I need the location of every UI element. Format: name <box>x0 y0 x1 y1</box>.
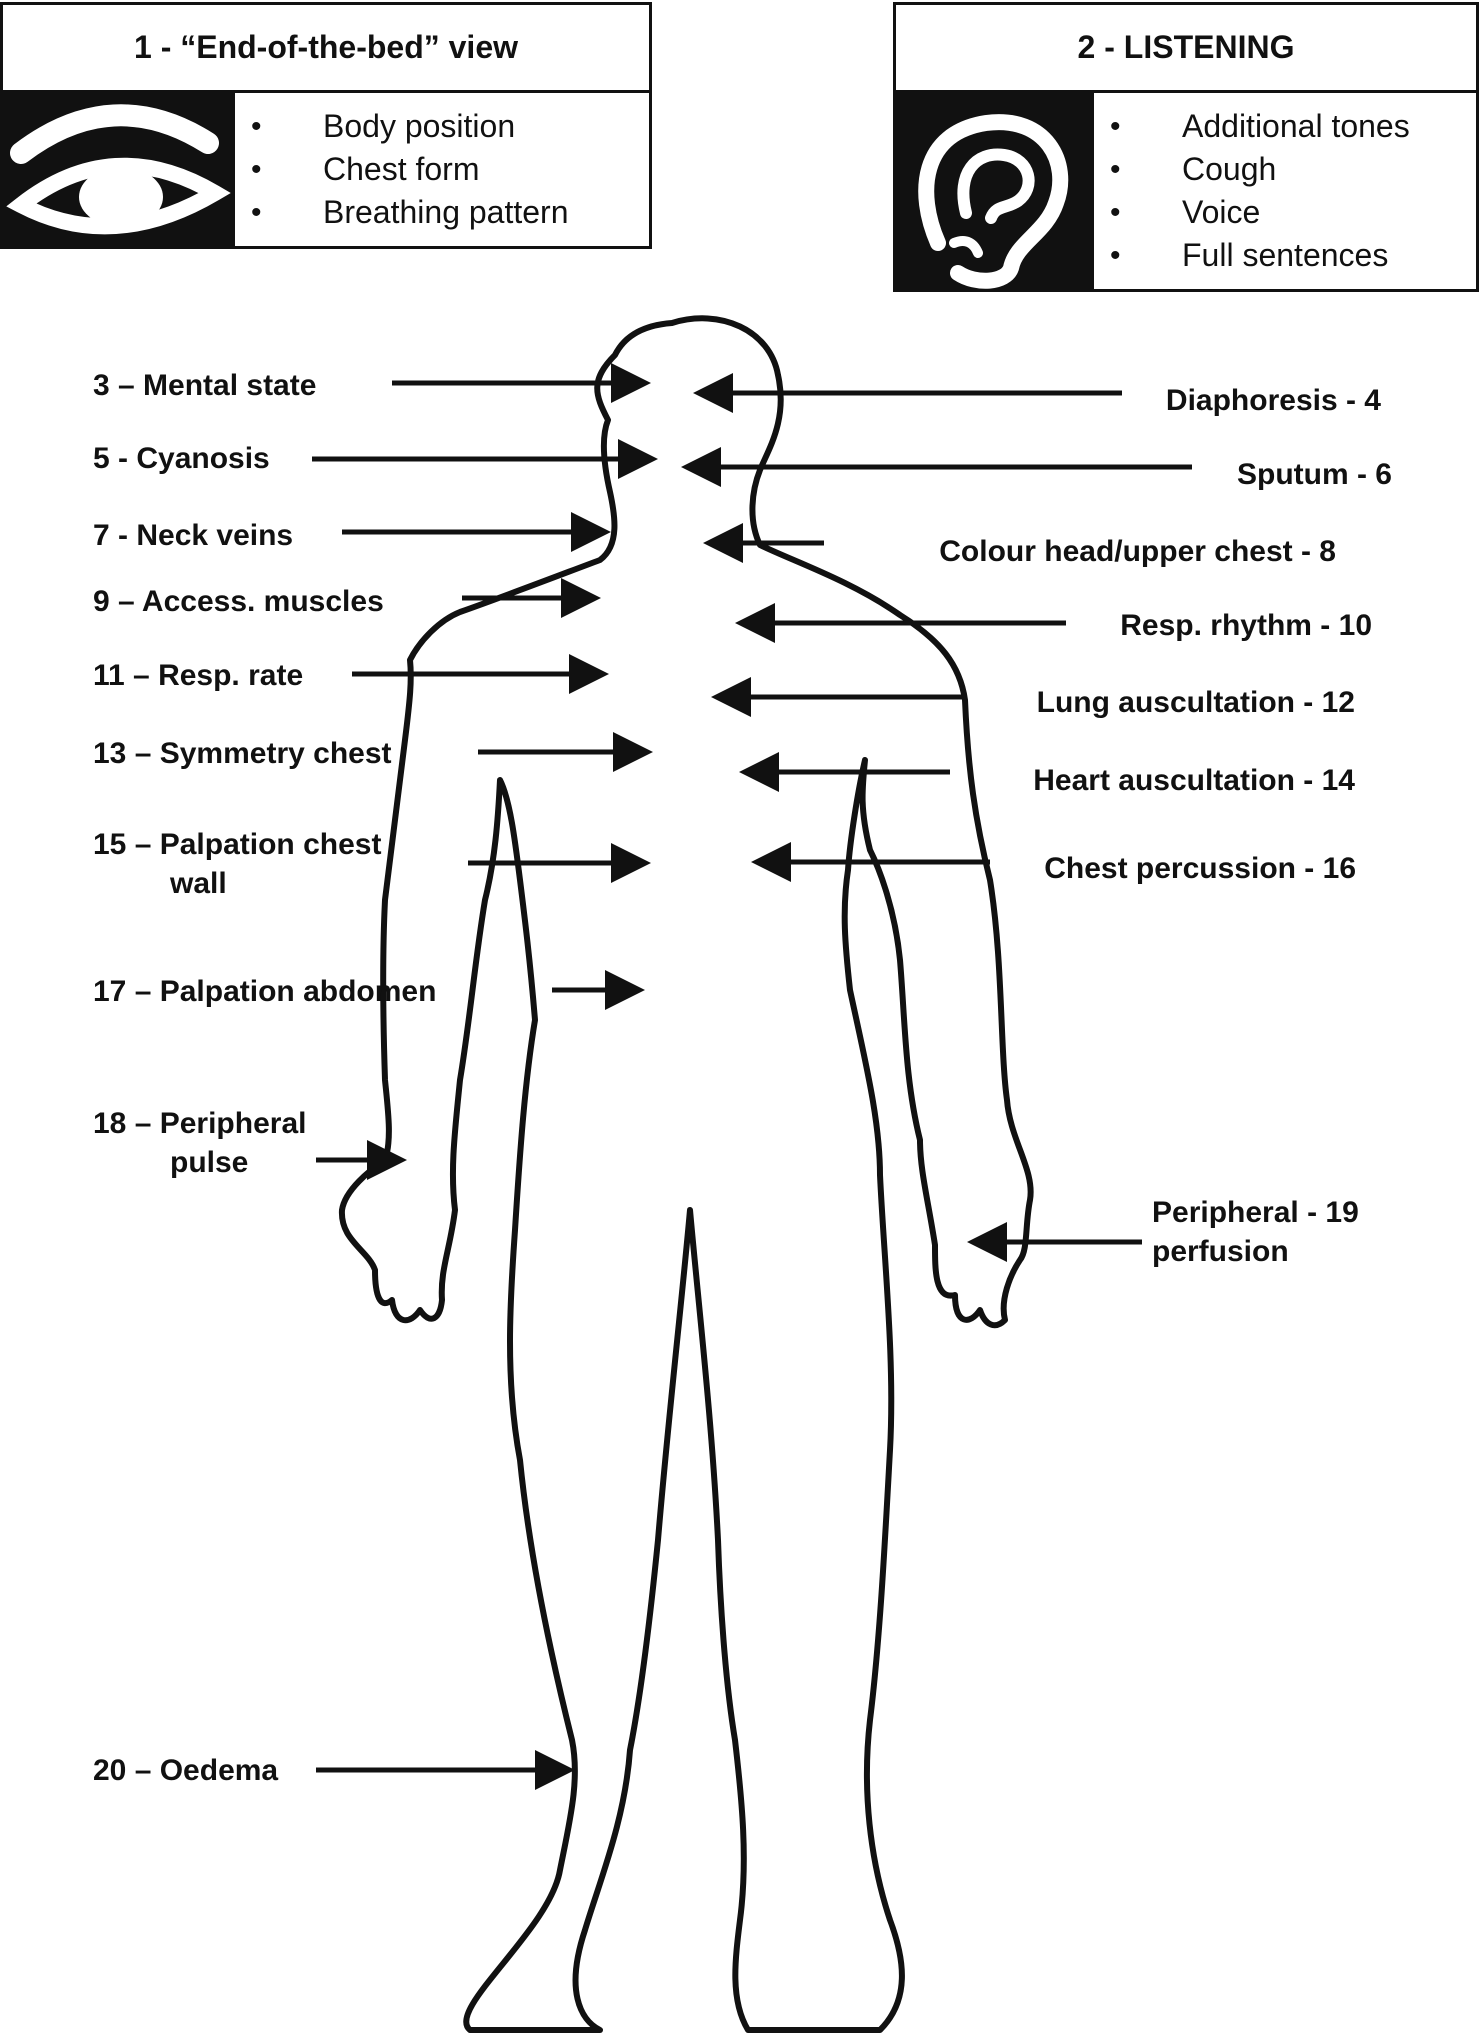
label-sputum: Sputum - 6 <box>1237 458 1392 491</box>
label-symmetry-chest: 13 – Symmetry chest <box>93 737 392 770</box>
label-mental-state: 3 – Mental state <box>93 369 317 402</box>
label-diaphoresis: Diaphoresis - 4 <box>1165 384 1381 417</box>
label-peripheral-pulse: 18 – Peripheral <box>93 1107 307 1140</box>
label-peripheral-perfusion: Peripheral - 19 <box>1152 1196 1359 1229</box>
label-lung-auscultation: Lung auscultation - 12 <box>1036 686 1355 719</box>
list-item: • Additional tones <box>1094 105 1476 148</box>
label-access-muscles: 9 – Access. muscles <box>93 585 384 618</box>
listening-title: 2 - LISTENING <box>896 5 1476 93</box>
label-neck-veins: 7 - Neck veins <box>93 519 294 552</box>
label-heart-auscultation: Heart auscultation - 14 <box>1033 764 1355 797</box>
list-item: • Full sentences <box>1094 234 1476 277</box>
label-palpation-abdomen: 17 – Palpation abdomen <box>93 975 437 1008</box>
label-oedema: 20 – Oedema <box>93 1754 279 1787</box>
list-item: • Voice <box>1094 191 1476 234</box>
label-palpation-chest-wall-2: wall <box>170 867 227 900</box>
list-item: • Chest form <box>235 148 649 191</box>
end-of-bed-view-title: 1 - “End-of-the-bed” view <box>3 5 649 93</box>
label-resp-rhythm: Resp. rhythm - 10 <box>1120 609 1372 642</box>
list-item: • Breathing pattern <box>235 191 649 234</box>
list-item: • Cough <box>1094 148 1476 191</box>
list-item: • Body position <box>235 105 649 148</box>
label-peripheral-pulse-2: pulse <box>170 1146 249 1179</box>
label-resp-rate: 11 – Resp. rate <box>93 659 304 692</box>
label-palpation-chest-wall: 15 – Palpation chest <box>93 828 382 861</box>
label-chest-percussion: Chest percussion - 16 <box>1044 852 1356 885</box>
label-peripheral-perfusion-2: perfusion <box>1152 1235 1289 1268</box>
label-colour-head: Colour head/upper chest - 8 <box>939 535 1336 568</box>
body-outline <box>342 318 1031 2030</box>
label-cyanosis: 5 - Cyanosis <box>93 442 270 475</box>
